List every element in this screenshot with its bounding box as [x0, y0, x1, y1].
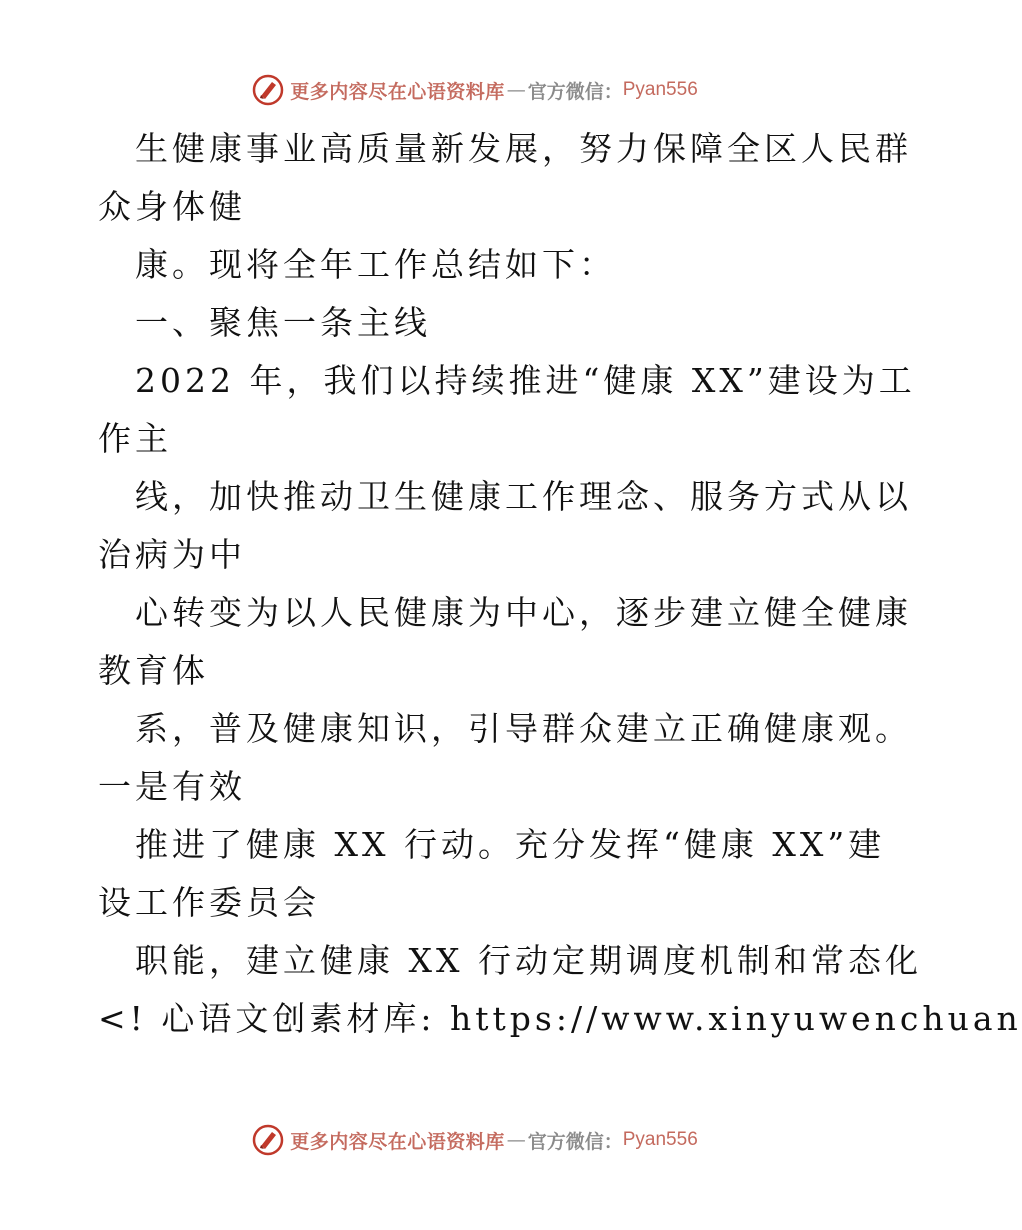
document-line: 一是有效: [98, 767, 246, 806]
banner-wechat-id: Pyan556: [622, 79, 698, 100]
document-line: 线，加快推动卫生健康工作理念、服务方式从以: [135, 477, 912, 516]
document-line: 康。现将全年工作总结如下：: [135, 245, 616, 284]
document-body: [98, 120, 1022, 1048]
document-line: 2022 年，我们以持续推进“健康 XX”建设为工: [135, 361, 916, 400]
banner-dash: —: [506, 1129, 526, 1151]
brand-logo-icon: [252, 74, 284, 106]
document-line: 设工作委员会: [98, 883, 320, 922]
banner-wechat-id: Pyan556: [622, 1129, 698, 1150]
document-line: 一、聚焦一条主线: [135, 303, 431, 342]
banner-text: 更多内容尽在心语资料库: [290, 1130, 505, 1153]
banner-wechat-label: 官方微信：: [527, 1130, 623, 1153]
document-line: 系，普及健康知识，引导群众建立正确健康观。: [135, 709, 912, 748]
document-line: 治病为中: [98, 535, 246, 574]
header-banner: [0, 70, 950, 110]
document-line: 教育体: [98, 651, 209, 690]
document-line: <! 心语文创素材库: https://www.xinyuwenchuan: [98, 999, 1022, 1038]
banner-dash: —: [506, 79, 526, 101]
document-line: 职能，建立健康 XX 行动定期调度机制和常态化: [135, 941, 922, 980]
document-line: 众身体健: [98, 187, 246, 226]
document-line: 推进了健康 XX 行动。充分发挥“健康 XX”建: [135, 825, 886, 864]
document-line: 心转变为以人民健康为中心，逐步建立健全健康: [135, 593, 912, 632]
brand-logo-icon: [252, 1124, 284, 1156]
banner-text: 更多内容尽在心语资料库: [290, 80, 505, 103]
footer-banner: [0, 1120, 950, 1160]
document-line: 作主: [98, 419, 172, 458]
document-line: 生健康事业高质量新发展，努力保障全区人民群: [135, 129, 912, 168]
banner-wechat-label: 官方微信：: [527, 80, 623, 103]
